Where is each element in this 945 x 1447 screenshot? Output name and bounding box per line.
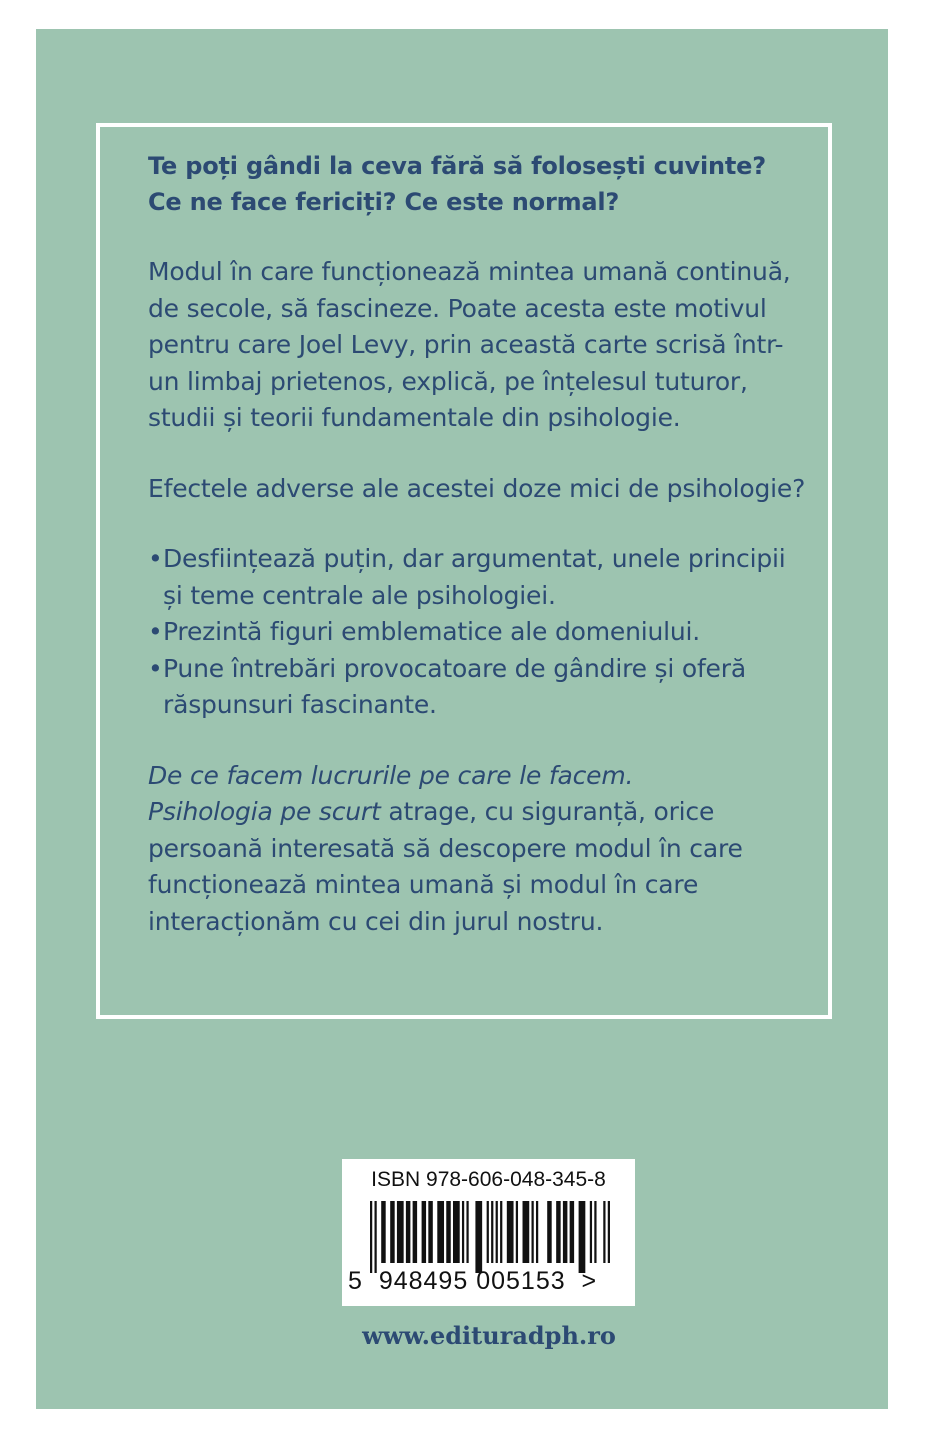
- bullet-text: Prezintă figuri emblematice ale domeniului.: [163, 617, 700, 646]
- paragraph-side-effects: Efectele adverse ale acestei doze mici de psihologie?: [148, 473, 806, 503]
- barcode-bar: [446, 1201, 450, 1263]
- barcode-bar: [462, 1201, 464, 1263]
- barcode-bar: [570, 1201, 574, 1263]
- barcode-bar: [608, 1201, 610, 1263]
- barcode-bar: [381, 1201, 385, 1263]
- barcode-bar: [590, 1201, 592, 1263]
- barcode-right-group: 005153: [476, 1267, 566, 1295]
- barcode-bar: [406, 1201, 410, 1263]
- barcode-bar: [491, 1201, 493, 1263]
- isbn-label: ISBN 978-606-048-345-8: [371, 1168, 606, 1191]
- barcode-bar: [556, 1201, 560, 1263]
- barcode-bar: [579, 1201, 586, 1273]
- bullet-marker: •: [148, 653, 163, 683]
- barcode-bar: [413, 1201, 417, 1263]
- barcode-first-digit: 5: [348, 1267, 363, 1295]
- barcode-bar: [475, 1201, 482, 1273]
- barcode-bar: [516, 1201, 518, 1263]
- headline: [148, 148, 808, 220]
- barcode-bar: [428, 1201, 432, 1263]
- bullet-item: [148, 541, 808, 614]
- barcode-bar: [397, 1201, 404, 1263]
- barcode-bar: [496, 1201, 498, 1263]
- barcode-bar: [507, 1201, 514, 1263]
- book-title: Psihologia pe scurt: [148, 797, 381, 826]
- bullet-text: Desființează puțin, dar argumentat, unele principii și teme centrale ale psihologiei.: [163, 544, 786, 610]
- bullet-marker: •: [148, 617, 163, 646]
- bullet-item: [148, 651, 808, 724]
- barcode-bar: [500, 1201, 502, 1263]
- publisher-website: www.edituradph.ro: [362, 1321, 616, 1350]
- barcode-bar: [374, 1201, 376, 1273]
- paragraph-closing: [148, 758, 808, 941]
- closing-text: atrage, cu siguranță, orice persoană interesată să descopere modul în care funcționează mintea umană și modul în care interacționăm cu cei din jurul nostru.: [148, 797, 743, 936]
- barcode-bar: [547, 1201, 551, 1263]
- bullet-item: [148, 614, 808, 651]
- barcode-bar: [532, 1201, 534, 1263]
- barcode-bar: [422, 1201, 426, 1263]
- barcode-bar: [594, 1201, 596, 1263]
- bullet-text: Pune întrebări provocatoare de gândire și oferă răspunsuri fascinante.: [163, 653, 746, 719]
- barcode-left-group: 948495: [378, 1267, 469, 1295]
- barcode-bar: [437, 1201, 444, 1263]
- closing-italic-sentence: De ce facem lucrurile pe care le facem.: [148, 760, 634, 790]
- isbn-barcode: [342, 1159, 635, 1306]
- paragraph-intro: Modul în care funcționează mintea umană continuă, de secole, să fascineze. Poate acesta este motivul pentru care Joel Levy, prin această carte scrisă într-un limbaj prietenos, explică, pe înțelesul tuturor, studii și teorii fundamentale din psihologie.: [148, 257, 791, 432]
- barcode-bar: [390, 1201, 394, 1263]
- barcode-bars: [370, 1201, 610, 1273]
- barcode-bar: [370, 1201, 372, 1273]
- bullet-marker: •: [148, 544, 163, 573]
- barcode-bar: [453, 1201, 460, 1263]
- barcode-bar: [466, 1201, 468, 1263]
- barcode-bar: [523, 1201, 530, 1263]
- barcode-arrow: >: [581, 1267, 598, 1295]
- blurb: [148, 148, 808, 974]
- headline-line-2: Ce ne face fericiți? Ce este normal?: [148, 188, 620, 216]
- bullet-list: [148, 541, 808, 724]
- barcode-bar: [536, 1201, 538, 1263]
- barcode-bar: [563, 1201, 567, 1263]
- barcode-digits: [348, 1267, 597, 1296]
- barcode-bar: [603, 1201, 605, 1263]
- headline-line-1: Te poți gândi la ceva fără să folosești cuvinte?: [148, 152, 766, 180]
- barcode-bar: [487, 1201, 489, 1263]
